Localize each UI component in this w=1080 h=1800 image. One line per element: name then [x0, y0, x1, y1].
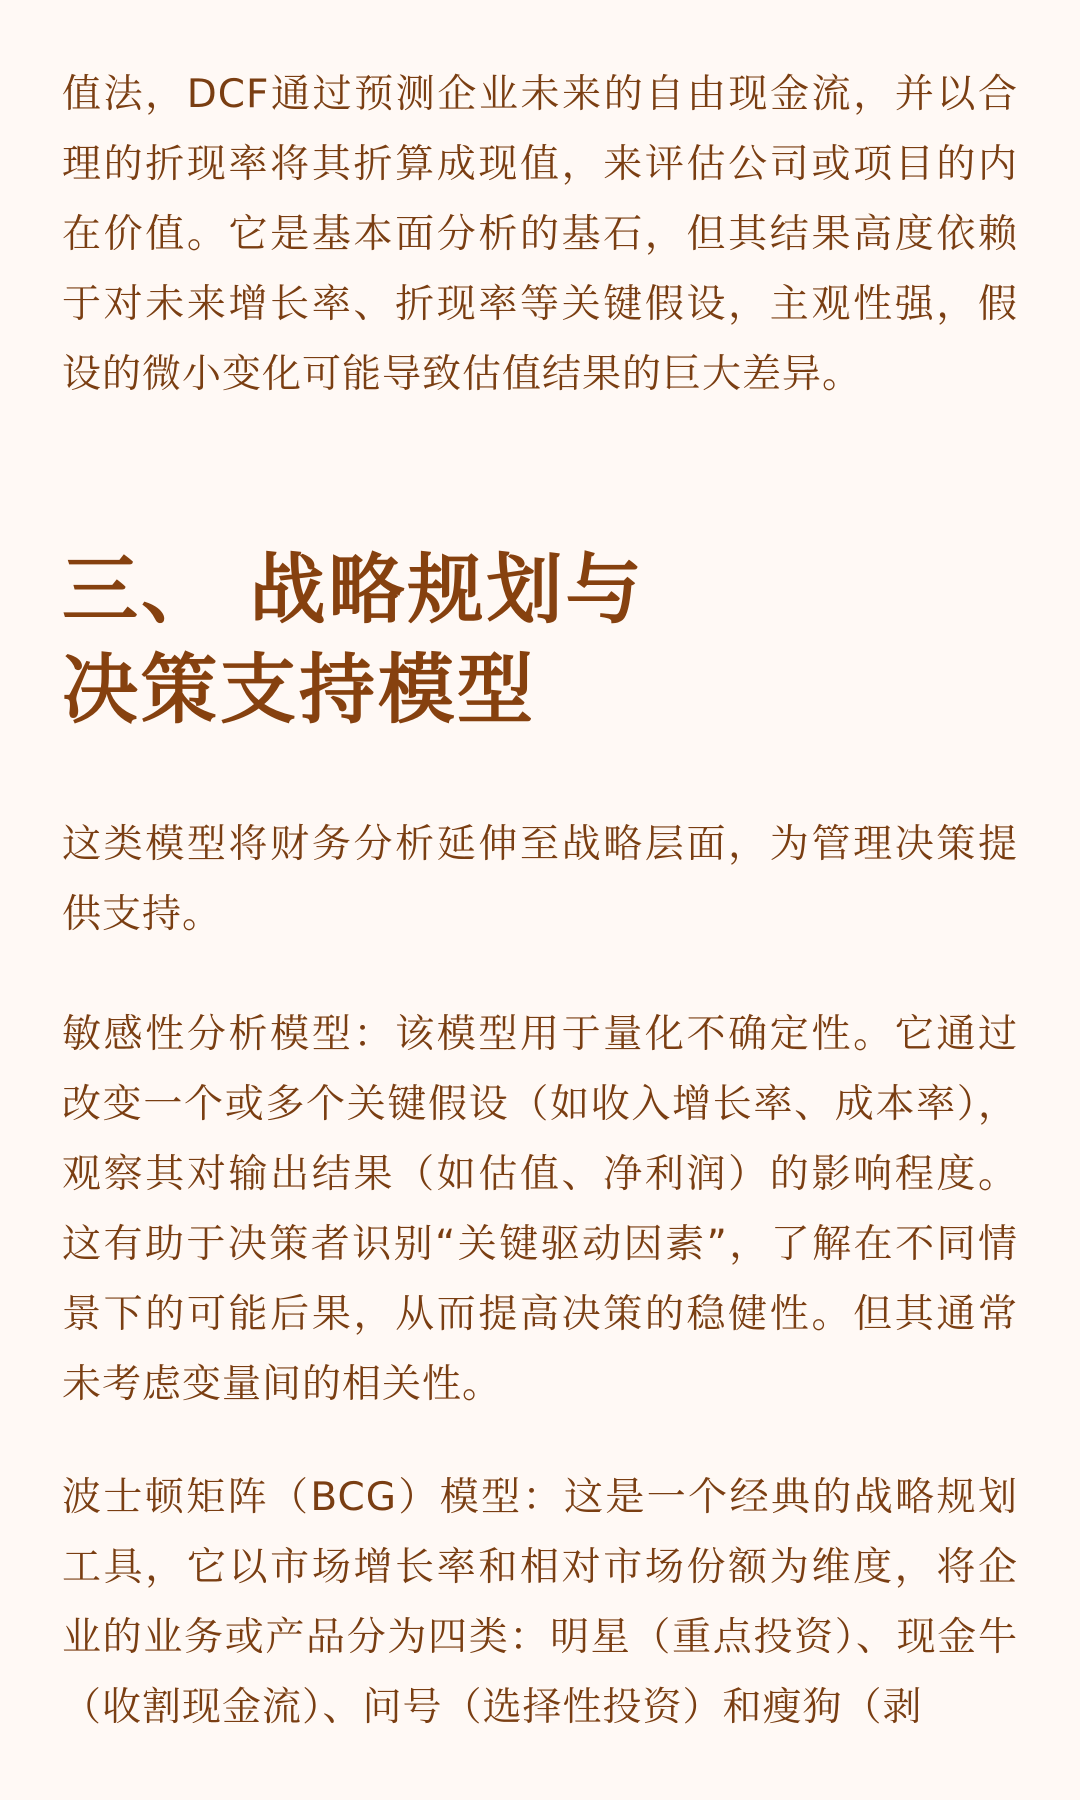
section-heading-line-1: 三、 战略规划与	[62, 545, 645, 634]
paragraph-intro: 这类模型将财务分析延伸至战略层面，为管理决策提供支持。	[62, 822, 1018, 937]
section-heading	[62, 540, 1018, 740]
paragraph-bcg-matrix: 波士顿矩阵（BCG）模型：这是一个经典的战略规划工具，它以市场增长率和相对市场份额为维度，将企业的业务或产品分为四类：明星（重点投资）、现金牛（收割现金流）、问号（选择性投资）和瘦狗（剥	[62, 1475, 1018, 1730]
paragraph-dcf-valuation: 值法，DCF通过预测企业未来的自由现金流，并以合理的折现率将其折算成现值，来评估公司或项目的内在价值。它是基本面分析的基石，但其结果高度依赖于对未来增长率、折现率等关键假设，主观性强，假设的微小变化可能导致估值结果的巨大差异。	[62, 72, 1018, 397]
section-heading-line-2: 决策支持模型	[62, 645, 536, 734]
paragraph-sensitivity-analysis: 敏感性分析模型：该模型用于量化不确定性。它通过改变一个或多个关键假设（如收入增长率、成本率），观察其对输出结果（如估值、净利润）的影响程度。这有助于决策者识别“关键驱动因素”，了解在不同情景下的可能后果，从而提高决策的稳健性。但其通常未考虑变量间的相关性。	[62, 1012, 1018, 1407]
